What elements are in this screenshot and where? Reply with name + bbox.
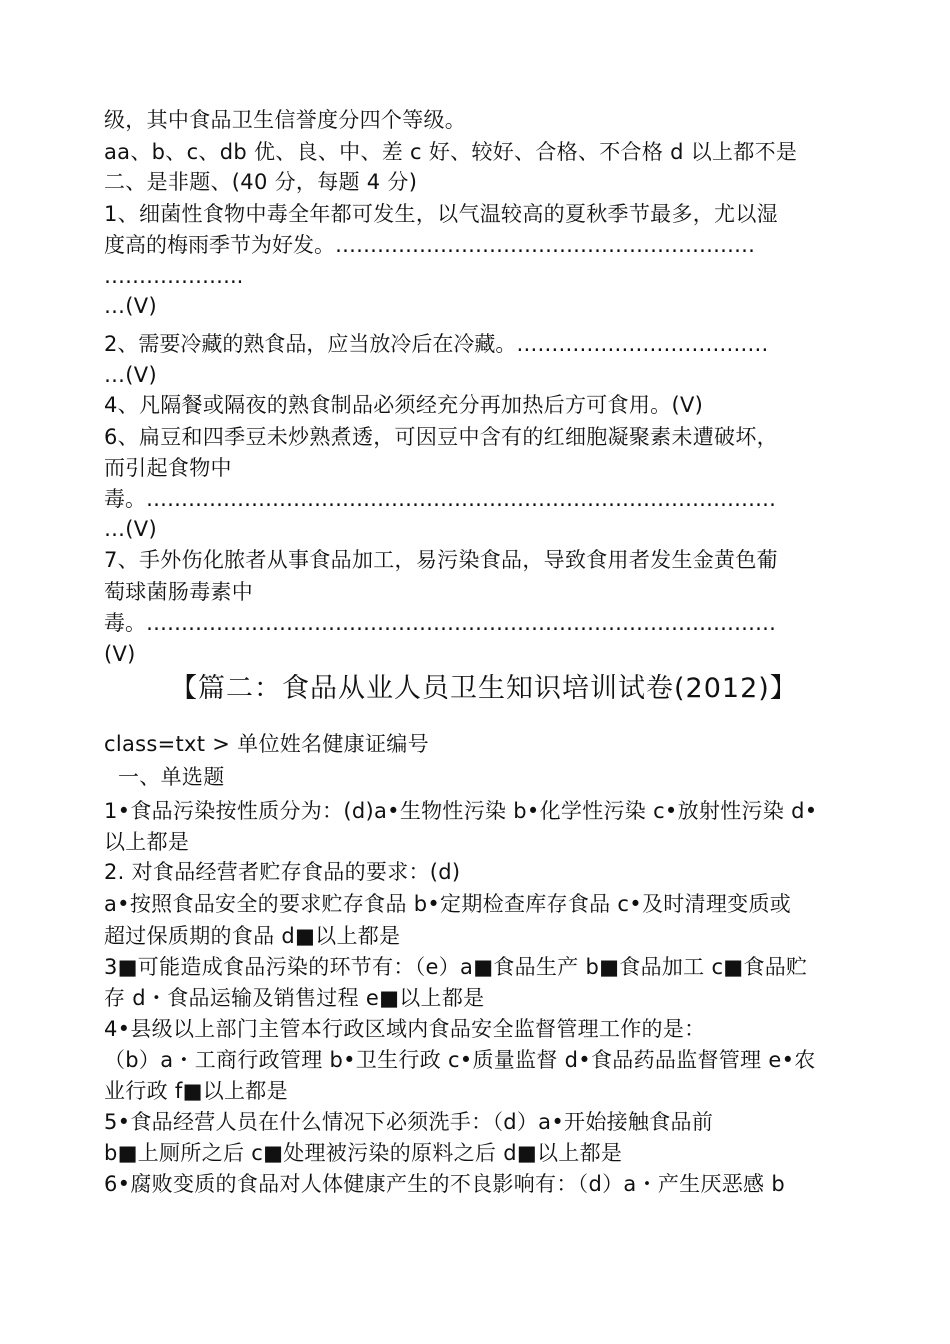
question-1: 1•食品污染按性质分为：(d)a•生物性污染 b•化学性污染 c•放射性污染 d• xyxy=(104,799,818,823)
question-3: 3■可能造成食品污染的环节有：（e）a■食品生产 b■食品加工 c■食品贮 xyxy=(104,955,808,979)
question-1: 1、细菌性食物中毒全年都可发生，以气温较高的夏秋季节最多，尤以湿 xyxy=(104,202,778,226)
header-fields: class=txt > 单位姓名健康证编号 xyxy=(104,732,429,756)
answer: …(V) xyxy=(104,294,157,318)
text-line: 毒。……………………………………………………………………………… xyxy=(104,487,776,511)
question-6: 6、扁豆和四季豆未炒熟煮透，可因豆中含有的红细胞凝聚素未遭破坏， xyxy=(104,425,778,449)
question-2: 2、需要冷藏的熟食品，应当放冷后在冷藏。……………………………… xyxy=(104,332,769,356)
text-line: 级，其中食品卫生信誉度分四个等级。 xyxy=(104,108,467,132)
text-line: b■上厕所之后 c■处理被污染的原料之后 d■以上都是 xyxy=(104,1141,623,1165)
answer: …(V) xyxy=(104,517,157,541)
text-line: 度高的梅雨季节为好发。…………………………………………………… xyxy=(104,233,755,257)
text-line: 而引起食物中 xyxy=(104,456,232,480)
part-title: 【篇二：食品从业人员卫生知识培训试卷(2012)】 xyxy=(170,673,798,704)
text-line: 超过保质期的食品 d■以上都是 xyxy=(104,924,401,948)
text-line: a•按照食品安全的要求贮存食品 b•定期检查库存食品 c•及时清理变质或 xyxy=(104,892,792,916)
answer: …(V) xyxy=(104,363,157,387)
text-line: 萄球菌肠毒素中 xyxy=(104,580,254,604)
question-4: 4•县级以上部门主管本行政区域内食品安全监督管理工作的是： xyxy=(104,1017,706,1041)
answer: (V) xyxy=(104,642,136,666)
section-heading: 二、是非题、(40 分，每题 4 分) xyxy=(104,170,418,194)
question-4: 4、凡隔餐或隔夜的熟食制品必须经充分再加热后方可食用。(V) xyxy=(104,393,704,417)
text-line: 存 d・食品运输及销售过程 e■以上都是 xyxy=(104,986,485,1010)
text-line: （b）a・工商行政管理 b•卫生行政 c•质量监督 d•食品药品监督管理 e•农 xyxy=(104,1048,816,1072)
question-6: 6•腐败变质的食品对人体健康产生的不良影响有：（d）a・产生厌恶感 b xyxy=(104,1172,785,1196)
text-line: ……………….. xyxy=(104,264,244,288)
question-5: 5•食品经营人员在什么情况下必须洗手：（d）a•开始接触食品前 xyxy=(104,1110,714,1134)
section-heading: 一、单选题 xyxy=(118,765,225,789)
text-line: 毒。……………………………………………………………………………… xyxy=(104,611,776,635)
question-2: 2. 对食品经营者贮存食品的要求：(d) xyxy=(104,860,461,884)
text-line: 以上都是 xyxy=(104,830,190,854)
text-line: aa、b、c、db 优、良、中、差 c 好、较好、合格、不合格 d 以上都不是 xyxy=(104,140,798,164)
question-7: 7、手外伤化脓者从事食品加工，易污染食品，导致食用者发生金黄色葡 xyxy=(104,548,778,572)
text-line: 业行政 f■以上都是 xyxy=(104,1079,288,1103)
